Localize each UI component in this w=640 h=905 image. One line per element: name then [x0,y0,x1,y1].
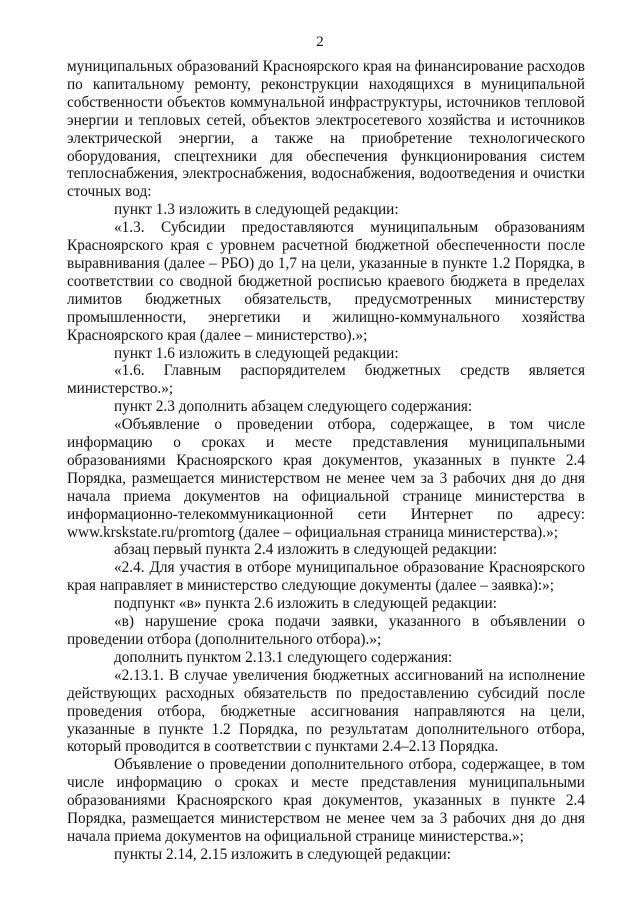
paragraph-instruction-2-3: пункт 2.3 дополнить абзацем следующего содержания: [114,398,473,416]
paragraph-instruction-1-3: пункт 1.3 изложить в следующей редакции: [114,201,399,219]
paragraph-instruction-1-6: пункт 1.6 изложить в следующей редакции: [114,344,399,362]
paragraph-instruction-2-13-1: дополнить пунктом 2.13.1 следующего содержания: [114,648,453,666]
paragraph-intro: муниципальных образований Красноярского края на финансирование расходов по капитальному ремонту, реконструкции находящихся в муниципальной собственности объектов коммунальной инфраструктуры, источников тепловой энергии и тепловых сетей, объектов электросетевого хозяйства и источников электрической энергии, а также на приобретение технологического оборудования, спецтехники для обеспечения функционирования систем теплоснабжения, электроснабжения, водоснабжения, водоотведения и очистки сточных вод: [67,58,585,201]
page-number: 2 [316,34,324,50]
document-body [67,58,585,864]
paragraph-clause-2-3: «Объявление о проведении отбора, содержащее, в том числе информацию о сроках и месте представления муниципальными образованиями Красноярского края документов, указанных в пункте 2.4 Порядка, размещается министерством не менее чем за 3 рабочих дня до дня начала приема документов на официальной странице министерства в информационно-телекоммуникационной сети Интернет по адресу: www.krskstate.ru/promtorg (далее – официальная страница министерства).»; [67,416,585,541]
paragraph-clause-2-4: «2.4. Для участия в отборе муниципальное образование Красноярского края направляет в министерство следующие документы (далее – заявка):»; [67,559,585,595]
paragraph-instruction-2-14-2-15: пункты 2.14, 2.15 изложить в следующей редакции: [114,845,451,863]
paragraph-clause-1-6: «1.6. Главным распорядителем бюджетных средств является министерство.»; [67,362,585,398]
paragraph-clause-2-6: «в) нарушение срока подачи заявки, указанного в объявлении о проведении отбора (дополнительного отбора).»; [67,613,585,648]
paragraph-instruction-2-4: абзац первый пункта 2.4 изложить в следующей редакции: [114,541,498,559]
paragraph-clause-2-13-1: «2.13.1. В случае увеличения бюджетных ассигнований на исполнение действующих расходных обязательств по предоставлению субсидий после проведения отбора, бюджетные ассигнования направляются на цели, указанные в пункте 1.2 Порядка, по результатам дополнительного отбора, который проводится в соответствии с пунктами 2.4–2.13 Порядка. [67,666,585,756]
paragraph-clause-2-13-1-announcement: Объявление о проведении дополнительного отбора, содержащее, в том числе информацию о сроках и месте представления муниципальными образованиями Красноярского края документов, указанных в пункте 2.4 Порядка, размещается министерством не менее чем за 3 рабочих дня до дня начала приема документов на официальной странице министерства.»; [67,756,585,845]
paragraph-instruction-2-6: подпункт «в» пункта 2.6 изложить в следующей редакции: [114,595,497,613]
paragraph-clause-1-3: «1.3. Субсидии предоставляются муниципальным образованиям Красноярского края с уровнем расчетной бюджетной обеспеченности после выравнивания (далее – РБО) до 1,7 на цели, указанные в пункте 1.2 Порядка, в соответствии со сводной бюджетной росписью краевого бюджета в пределах лимитов бюджетных обязательств, предусмотренных министерству промышленности, энергетики и жилищно-коммунального хозяйства Красноярского края (далее – министерство).»; [67,219,585,344]
